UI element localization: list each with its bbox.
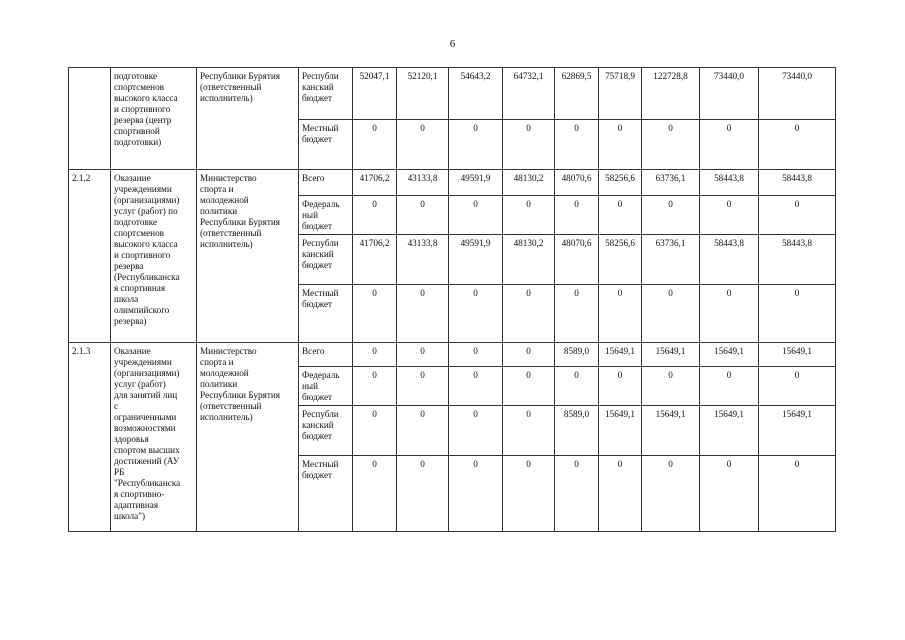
- table-row: [69, 343, 836, 367]
- funding-value: 0: [759, 456, 836, 532]
- funding-value: 0: [599, 285, 642, 343]
- funding-source: Местный бюджет: [299, 285, 353, 343]
- table-row: [69, 170, 836, 196]
- funding-value: 52120,1: [397, 68, 449, 120]
- funding-value: 15649,1: [759, 343, 836, 367]
- funding-value: 0: [353, 367, 397, 406]
- funding-value: 58443,8: [759, 235, 836, 285]
- funding-value: 0: [700, 285, 759, 343]
- funding-value: 0: [759, 367, 836, 406]
- funding-source: Республи канский бюджет: [299, 235, 353, 285]
- funding-value: 0: [397, 343, 449, 367]
- funding-value: 0: [397, 456, 449, 532]
- funding-value: 58256,6: [599, 170, 642, 196]
- funding-value: 15649,1: [700, 343, 759, 367]
- funding-value: 0: [700, 120, 759, 170]
- funding-value: 0: [353, 285, 397, 343]
- funding-value: 48130,2: [503, 235, 555, 285]
- funding-value: 0: [397, 406, 449, 456]
- funding-value: 48130,2: [503, 170, 555, 196]
- funding-value: 0: [599, 367, 642, 406]
- funding-value: 15649,1: [700, 406, 759, 456]
- funding-value: 0: [642, 456, 700, 532]
- row-code: [69, 68, 111, 170]
- funding-value: 0: [642, 285, 700, 343]
- funding-value: 63736,1: [642, 235, 700, 285]
- funding-value: 0: [642, 196, 700, 235]
- funding-value: 0: [599, 120, 642, 170]
- funding-value: 0: [599, 456, 642, 532]
- funding-value: 41706,2: [353, 170, 397, 196]
- funding-value: 0: [503, 456, 555, 532]
- funding-value: 0: [353, 196, 397, 235]
- funding-value: 0: [700, 456, 759, 532]
- funding-source: Республи канский бюджет: [299, 406, 353, 456]
- funding-value: 15649,1: [642, 406, 700, 456]
- funding-value: 0: [397, 120, 449, 170]
- funding-value: 122728,8: [642, 68, 700, 120]
- funding-value: 0: [449, 406, 503, 456]
- funding-value: 73440,0: [700, 68, 759, 120]
- responsible-executor: Республики Бурятия (ответственный исполнитель): [197, 68, 299, 170]
- funding-value: 0: [397, 285, 449, 343]
- funding-value: 73440,0: [759, 68, 836, 120]
- funding-value: 52047,1: [353, 68, 397, 120]
- funding-value: 0: [503, 120, 555, 170]
- funding-value: 0: [700, 196, 759, 235]
- funding-value: 0: [555, 196, 599, 235]
- funding-value: 0: [449, 196, 503, 235]
- activity-name: подготовке спортсменов высокого класса и спортивного резерва (центр спортивной подготовки): [111, 68, 197, 170]
- funding-value: 0: [759, 196, 836, 235]
- responsible-executor: Министерство спорта и молодежной политики Республики Бурятия (ответственный исполнитель): [197, 343, 299, 532]
- funding-value: 0: [642, 367, 700, 406]
- page-number: 6: [449, 38, 456, 50]
- funding-value: 0: [759, 120, 836, 170]
- funding-value: 0: [449, 285, 503, 343]
- funding-value: 49591,9: [449, 235, 503, 285]
- funding-value: 15649,1: [642, 343, 700, 367]
- funding-source: Местный бюджет: [299, 456, 353, 532]
- funding-value: 0: [353, 456, 397, 532]
- funding-source: Местный бюджет: [299, 120, 353, 170]
- funding-value: 48070,6: [555, 235, 599, 285]
- funding-value: 58256,6: [599, 235, 642, 285]
- funding-value: 58443,8: [759, 170, 836, 196]
- funding-value: 0: [353, 343, 397, 367]
- table-row: [69, 68, 836, 120]
- row-code: 2.1.3: [69, 343, 111, 532]
- funding-value: 0: [642, 120, 700, 170]
- funding-value: 0: [449, 367, 503, 406]
- table-body: [69, 68, 836, 532]
- funding-source: Республи канский бюджет: [299, 68, 353, 120]
- budget-table: [68, 67, 836, 532]
- funding-value: 0: [555, 285, 599, 343]
- funding-value: 0: [353, 120, 397, 170]
- funding-value: 0: [397, 367, 449, 406]
- funding-value: 0: [449, 343, 503, 367]
- funding-source: Всего: [299, 343, 353, 367]
- funding-value: 0: [555, 456, 599, 532]
- funding-value: 0: [353, 406, 397, 456]
- funding-value: 43133,8: [397, 235, 449, 285]
- funding-value: 54643,2: [449, 68, 503, 120]
- funding-value: 0: [503, 367, 555, 406]
- funding-value: 0: [449, 120, 503, 170]
- row-code: 2.1.2: [69, 170, 111, 343]
- funding-value: 15649,1: [599, 343, 642, 367]
- funding-value: 75718,9: [599, 68, 642, 120]
- funding-source: Всего: [299, 170, 353, 196]
- funding-value: 0: [503, 196, 555, 235]
- funding-value: 8589,0: [555, 343, 599, 367]
- funding-value: 0: [599, 196, 642, 235]
- responsible-executor: Министерство спорта и молодежной политики Республики Бурятия (ответственный исполнитель): [197, 170, 299, 343]
- funding-value: 58443,8: [700, 170, 759, 196]
- funding-source: Федераль ный бюджет: [299, 367, 353, 406]
- funding-value: 0: [449, 456, 503, 532]
- funding-value: 0: [503, 285, 555, 343]
- funding-value: 0: [555, 367, 599, 406]
- funding-value: 0: [759, 285, 836, 343]
- funding-value: 58443,8: [700, 235, 759, 285]
- funding-source: Федераль ный бюджет: [299, 196, 353, 235]
- funding-value: 41706,2: [353, 235, 397, 285]
- funding-value: 0: [700, 367, 759, 406]
- funding-value: 48070,6: [555, 170, 599, 196]
- funding-value: 62869,5: [555, 68, 599, 120]
- funding-value: 8589,0: [555, 406, 599, 456]
- funding-value: 49591,9: [449, 170, 503, 196]
- funding-value: 0: [397, 196, 449, 235]
- funding-value: 0: [503, 406, 555, 456]
- funding-value: 15649,1: [759, 406, 836, 456]
- activity-name: Оказание учреждениями (организациями) услуг (работ) для занятий лиц с ограниченными возможностями здоровья спортом высших достижений (АУ РБ "Республиканска я спортивно- адаптивная школа"): [111, 343, 197, 532]
- funding-value: 43133,8: [397, 170, 449, 196]
- funding-value: 63736,1: [642, 170, 700, 196]
- funding-value: 0: [503, 343, 555, 367]
- funding-value: 15649,1: [599, 406, 642, 456]
- activity-name: Оказание учреждениями (организациями) услуг (работ) по подготовке спортсменов высокого класса и спортивного резерва (Республиканска я спортивная школа олимпийского резерва): [111, 170, 197, 343]
- funding-value: 64732,1: [503, 68, 555, 120]
- funding-value: 0: [555, 120, 599, 170]
